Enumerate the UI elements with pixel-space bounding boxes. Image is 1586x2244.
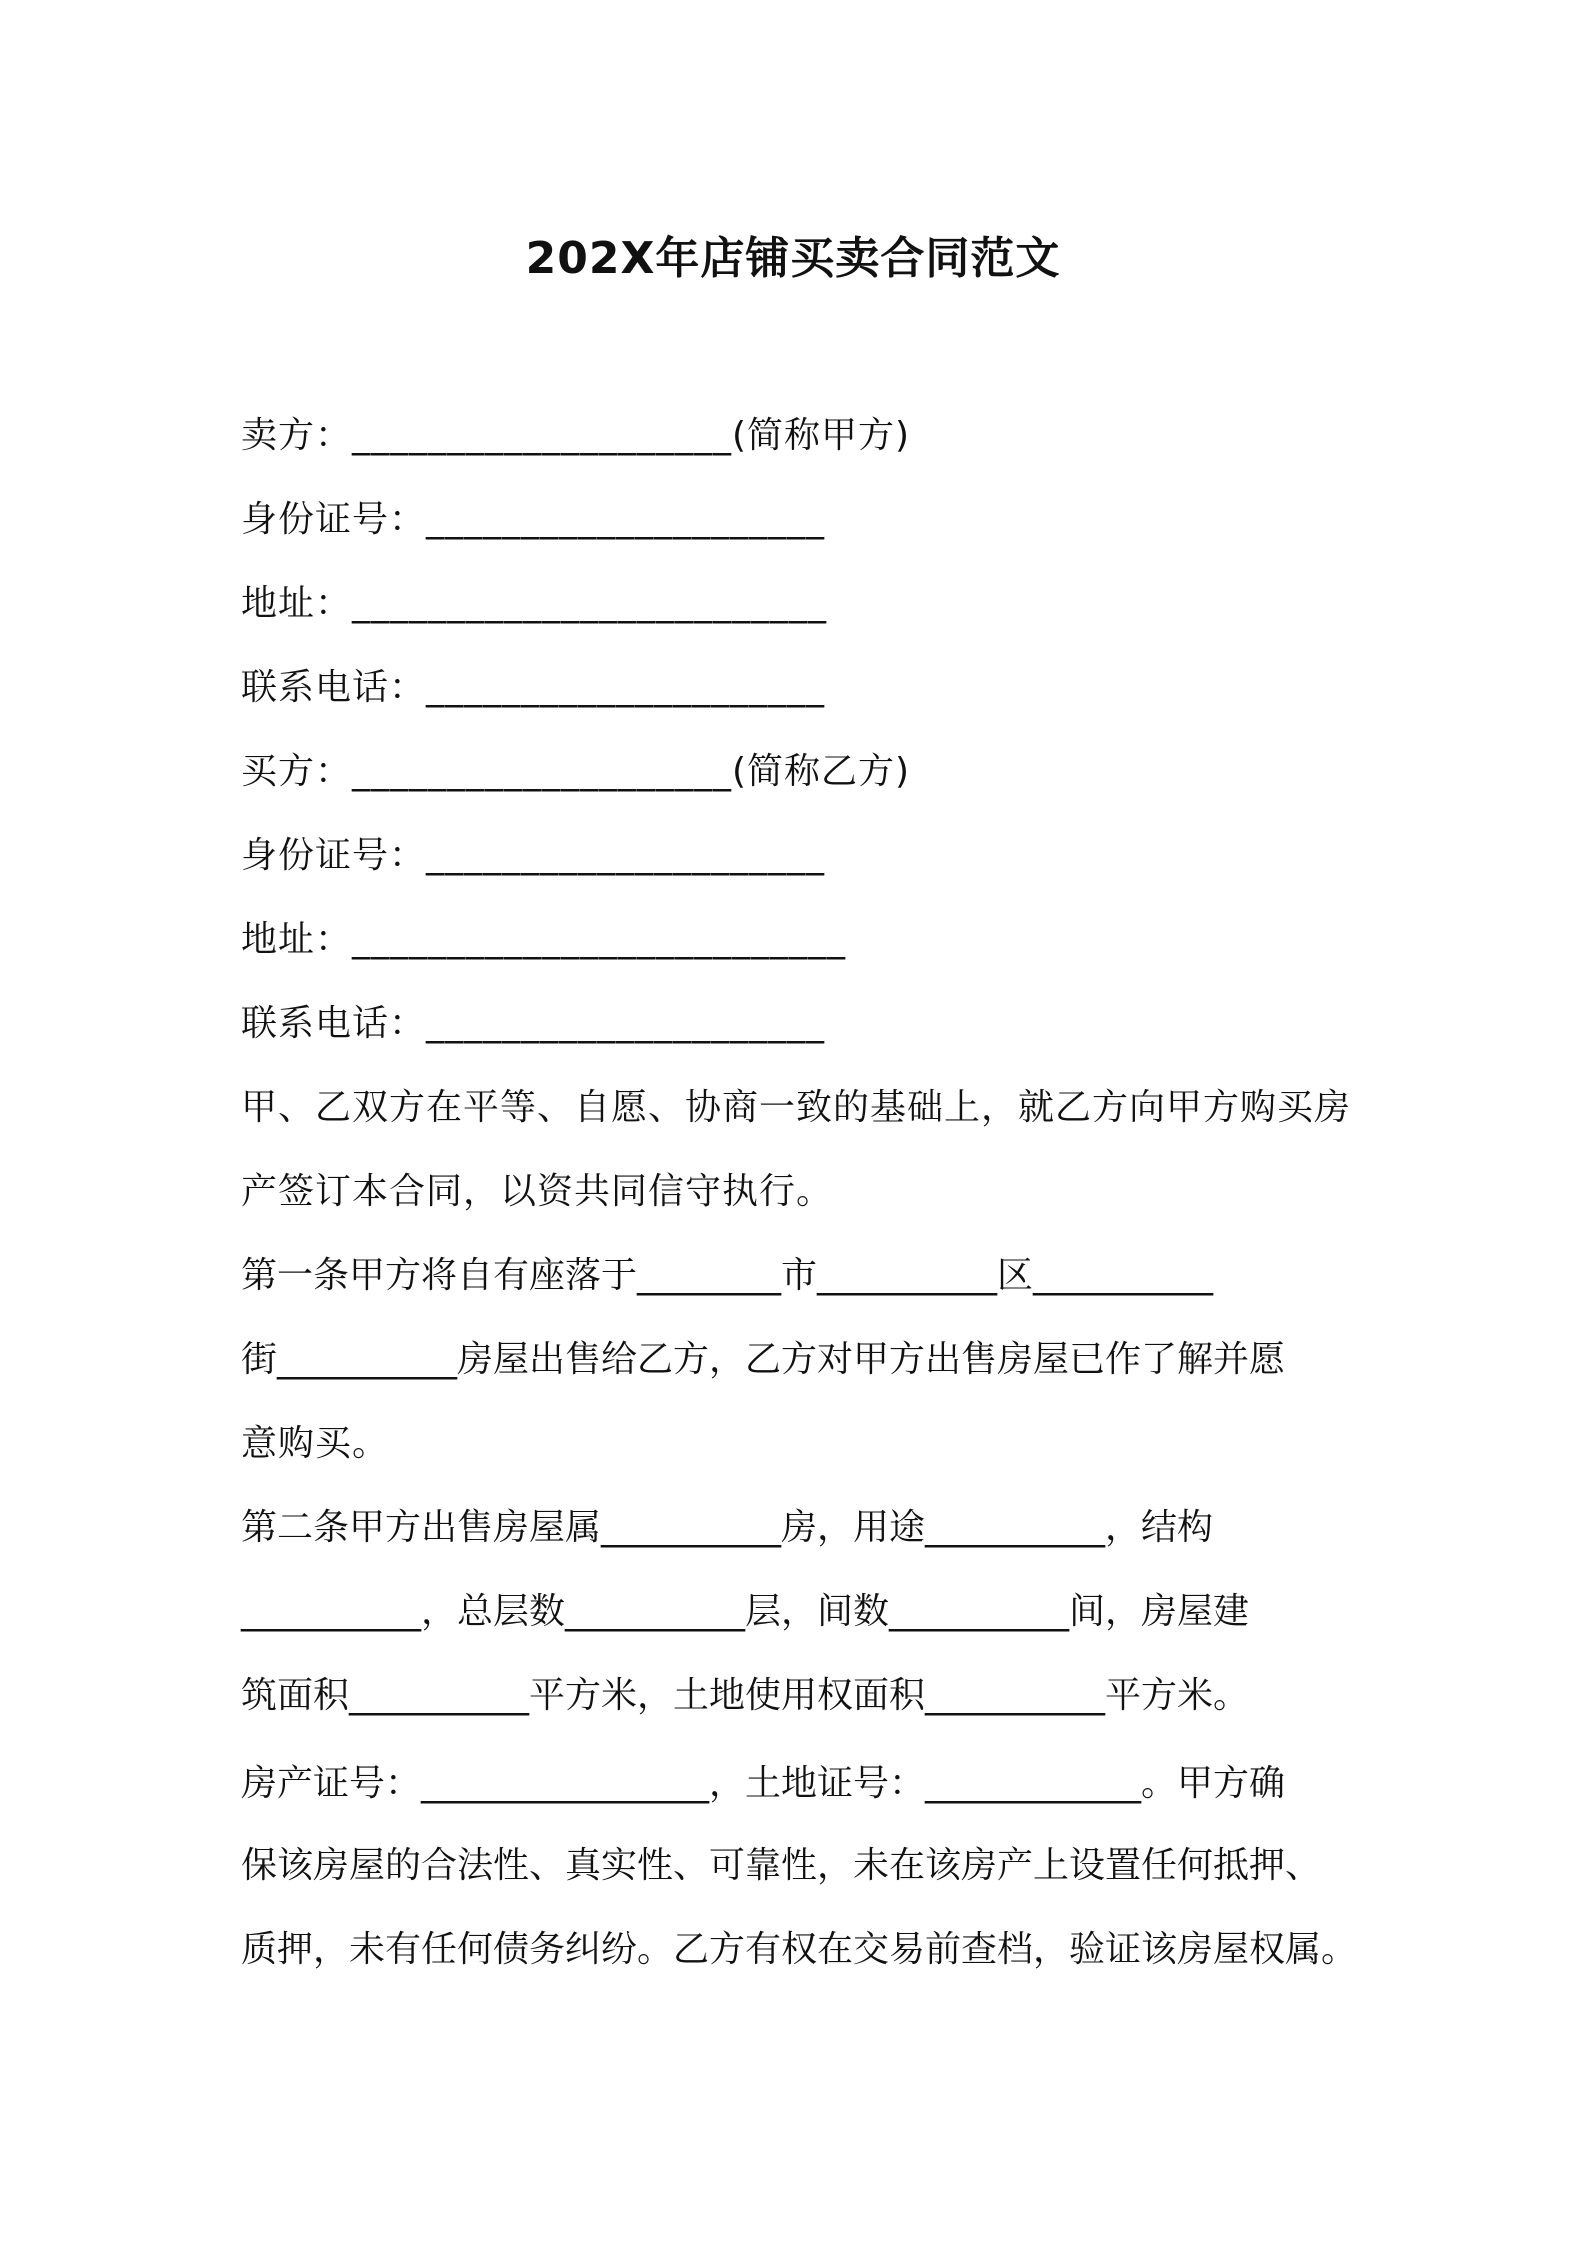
seller-address-line: 地址：_________________________ — [241, 583, 828, 624]
article-2-line: 筑面积__________平方米，土地使用权面积__________平方米。 — [241, 1675, 1250, 1716]
document-title: 202X年店铺买卖合同范文 — [525, 233, 1061, 284]
seller-id-line: 身份证号：_____________________ — [241, 499, 826, 540]
article-1-line: 第一条甲方将自有座落于________市__________区__________ — [241, 1255, 1214, 1296]
buyer-name-line: 买方：____________________(简称乙方) — [241, 751, 911, 792]
guarantee-line: 保该房屋的合法性、真实性、可靠性，未在该房产上设置任何抵押、 — [241, 1845, 1322, 1886]
buyer-address-line: 地址：__________________________ — [241, 919, 847, 960]
article-1-line: 街__________房屋出售给乙方，乙方对甲方出售房屋已作了解并愿 — [241, 1339, 1286, 1380]
preamble-line: 产签订本合同，以资共同信守执行。 — [241, 1171, 834, 1212]
buyer-phone-line: 联系电话：_____________________ — [241, 1003, 826, 1044]
article-1-line: 意购买。 — [241, 1423, 390, 1464]
article-2-line: __________，总层数__________层，间数__________间，房屋建 — [241, 1591, 1250, 1632]
article-2-line: 第二条甲方出售房屋属__________房，用途__________，结构 — [241, 1507, 1214, 1548]
certificate-line: 房产证号：________________，土地证号：____________。甲方确 — [241, 1763, 1286, 1804]
seller-phone-line: 联系电话：_____________________ — [241, 667, 826, 708]
guarantee-line: 质押，未有任何债务纠纷。乙方有权在交易前查档，验证该房屋权属。 — [241, 1929, 1358, 1970]
preamble-line: 甲、乙双方在平等、自愿、协商一致的基础上，就乙方向甲方购买房 — [241, 1087, 1352, 1128]
seller-name-line: 卖方：____________________(简称甲方) — [241, 415, 911, 456]
buyer-id-line: 身份证号：_____________________ — [241, 835, 826, 876]
